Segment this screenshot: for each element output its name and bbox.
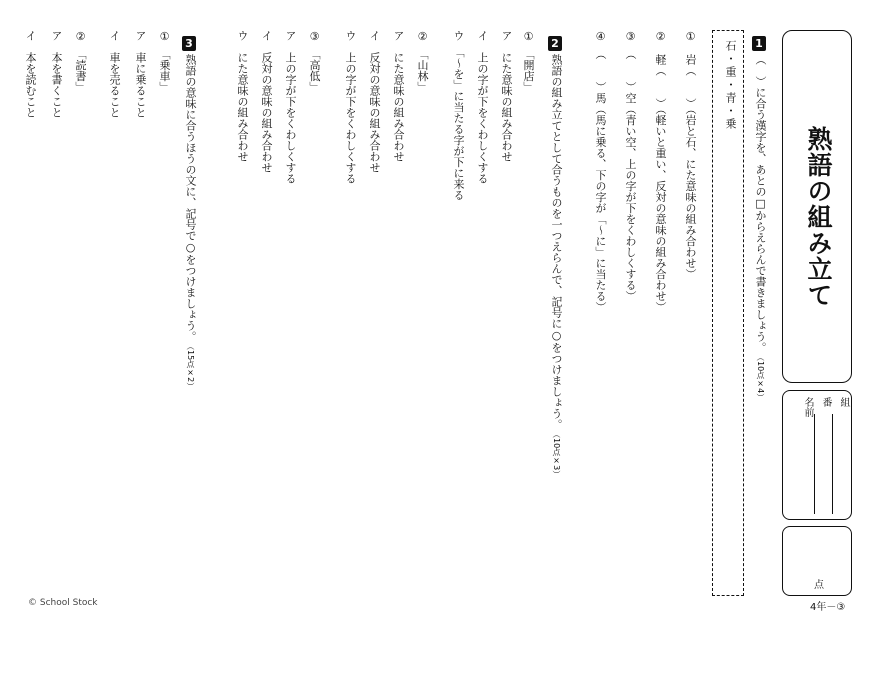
q2-item: ア にた意味の組み合わせ bbox=[392, 30, 405, 162]
page-title: 熟語の組み立て bbox=[804, 126, 833, 308]
q3-item: ② 「読書」 bbox=[74, 30, 87, 93]
q3-item: イ 本を読むこと bbox=[24, 30, 37, 118]
q1-instruction bbox=[752, 54, 768, 401]
q3-item: ア 本を書くこと bbox=[50, 30, 63, 118]
q1-item-1: ① 岩（ ）（岩と石、にた意味の組み合わせ） bbox=[684, 30, 697, 280]
score-label: 点 bbox=[814, 580, 824, 591]
q3-item: ① 「乗車」 bbox=[158, 30, 171, 93]
q2-item: イ 上の字が下をくわしくする bbox=[476, 30, 489, 184]
q2-points: （10点×3） bbox=[552, 434, 561, 479]
name-box bbox=[782, 390, 852, 520]
copyright: © School Stock bbox=[28, 598, 98, 608]
q2-instruction bbox=[548, 54, 564, 478]
q2-badge: 2 bbox=[548, 36, 562, 51]
q2-item: ウ 「～を」に当たる字が下に来る bbox=[452, 30, 465, 201]
q3-badge: 3 bbox=[182, 36, 196, 51]
q3-instruction-text: 熟語の意味に合うほうの文に、記号で○をつけましょう。 bbox=[184, 54, 197, 342]
class-label: 組 bbox=[838, 397, 849, 407]
q3-item: ア 車に乗ること bbox=[134, 30, 147, 118]
q3-item: イ 車を売ること bbox=[108, 30, 121, 118]
q2-item: イ 反対の意味の組み合わせ bbox=[368, 30, 381, 173]
q1-item-4: ④ （ ）馬（馬に乗る、下の字が「～に」に当たる） bbox=[594, 30, 607, 313]
q1-badge: 1 bbox=[752, 36, 766, 51]
q1-instruction-text: （ ）に合う漢字を、あとの□からえらんで書きましょう。 bbox=[754, 54, 767, 353]
number-label: 番 bbox=[820, 397, 831, 407]
q2-item: ア 上の字が下をくわしくする bbox=[284, 30, 297, 184]
q1-points: （10点×4） bbox=[756, 357, 765, 402]
q2-item: ア にた意味の組み合わせ bbox=[500, 30, 513, 162]
name-label: 名前 bbox=[802, 397, 813, 417]
q2-item: イ 反対の意味の組み合わせ bbox=[260, 30, 273, 173]
name-divider bbox=[832, 414, 833, 514]
grade-label: 4年－③ bbox=[810, 602, 846, 613]
q3-points: （15点×2） bbox=[186, 346, 195, 391]
q1-item-3: ③ （ ）空（青い空、上の字が下をくわしくする） bbox=[624, 30, 637, 302]
q2-item: ウ 上の字が下をくわしくする bbox=[344, 30, 357, 184]
q2-item: ③ 「高低」 bbox=[308, 30, 321, 93]
word-choices: 石・重・青・乗 bbox=[724, 40, 737, 131]
q1-item-2: ② 軽（ ）（軽いと重い、反対の意味の組み合わせ） bbox=[654, 30, 667, 313]
q3-instruction bbox=[182, 54, 198, 390]
name-divider bbox=[814, 414, 815, 514]
q2-item: ウ にた意味の組み合わせ bbox=[236, 30, 249, 162]
q2-item: ① 「開店」 bbox=[522, 30, 535, 93]
q2-instruction-text: 熟語の組み立てとして合うものを一つえらんで、記号に○をつけましょう。 bbox=[550, 54, 563, 430]
q2-item: ② 「山林」 bbox=[416, 30, 429, 93]
